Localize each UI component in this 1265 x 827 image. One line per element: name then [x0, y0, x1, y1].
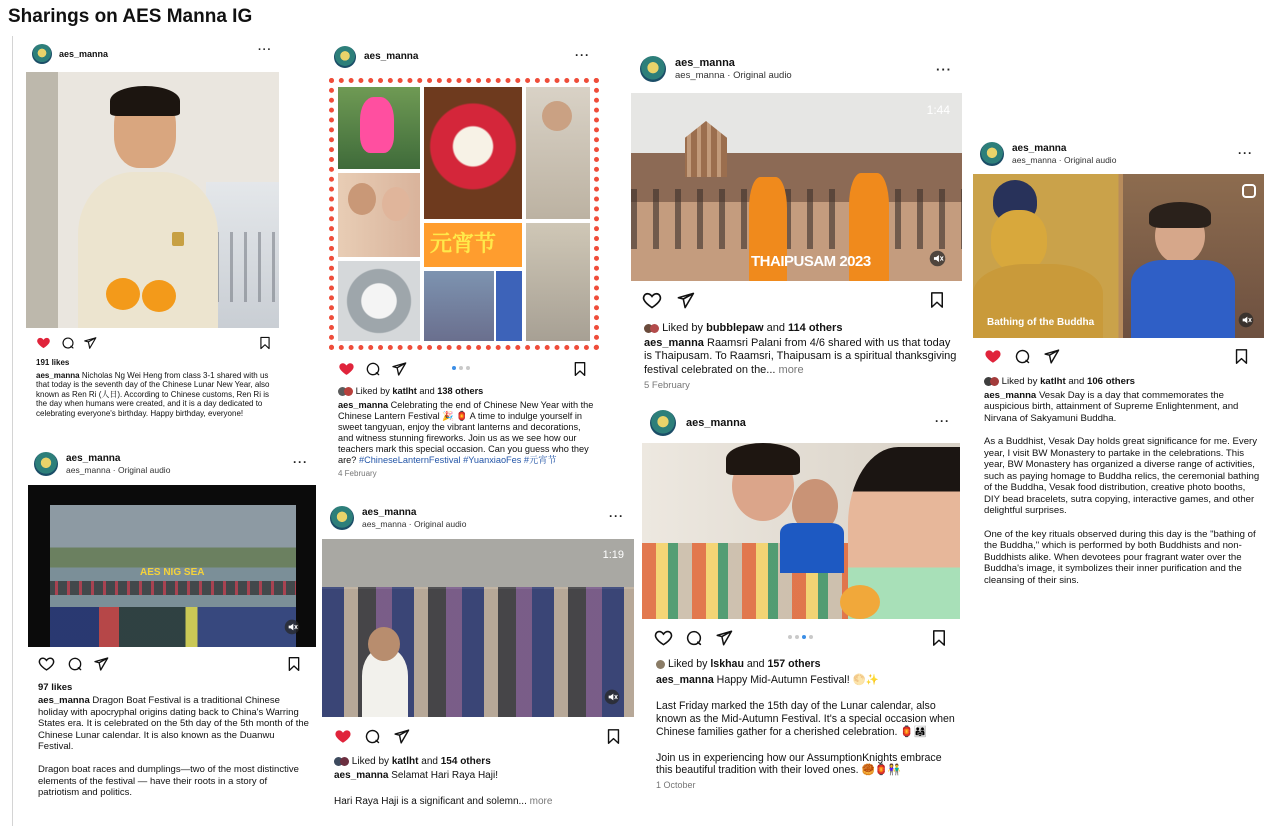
post-date: 1 October [656, 779, 696, 790]
video-player[interactable] [322, 539, 634, 717]
caption-username[interactable]: aes_manna [338, 400, 389, 411]
video-title: Bathing of the Buddha [987, 317, 1095, 328]
caption-paragraph: One of the key rituals observed during this day is the "bathing of the Buddha," which is performed by both Buddhists and non-Buddhists alike. When devotees pour fragrant water over the Buddha's image, it symbolizes their inner purification and the cleansing of their sins. [984, 528, 1256, 586]
post-hari-raya-haji [320, 499, 636, 825]
comment-icon[interactable] [685, 629, 703, 647]
liked-by-others[interactable]: 157 others [767, 658, 821, 670]
comment-icon[interactable] [67, 656, 83, 672]
post-thaipusam [630, 52, 964, 402]
post-dragon-boat [26, 449, 318, 821]
likes-count[interactable]: 191 likes [36, 358, 70, 367]
caption-username[interactable]: aes_manna [644, 337, 704, 350]
avatar[interactable] [980, 142, 1004, 166]
post-text [338, 386, 594, 479]
liked-by-user[interactable]: katlht [1040, 376, 1066, 387]
mute-icon[interactable] [929, 250, 946, 267]
caption: Nicholas Ng Wei Heng from class 3-1 shared with us that today is the seventh day of the Chinese Lunar New Year, also known as Ren Ri (人日). According to Chinese customs, Ren Ri is the day when humans were created, and it is a day dedicated to celebrating everyone's birthday. Happy birthday, everyone! [36, 370, 270, 418]
more-icon[interactable]: ··· [575, 48, 590, 62]
username[interactable]: aes_manna [362, 507, 417, 519]
avatar[interactable] [640, 56, 666, 82]
heart-icon[interactable] [338, 360, 355, 377]
heart-icon[interactable] [36, 335, 51, 350]
username[interactable]: aes_manna [59, 48, 109, 59]
post-header [330, 506, 466, 530]
post-photo [26, 72, 279, 328]
caption-username[interactable]: aes_manna [38, 695, 90, 707]
bookmark-icon[interactable] [928, 291, 946, 309]
action-bar [984, 347, 1250, 365]
liked-by-others[interactable]: 106 others [1087, 376, 1136, 387]
bookmark-icon[interactable] [605, 728, 622, 745]
hashtags[interactable]: #ChineseLanternFestival #YuanxiaoFes #元宵节 [358, 455, 557, 466]
audio-subtitle[interactable]: aes_manna · Original audio [66, 464, 171, 475]
caption-paragraph: Hari Raya Haji is a significant and solemn... [334, 796, 527, 807]
liked-by-user[interactable]: katlht [391, 756, 419, 767]
mute-icon[interactable] [284, 619, 300, 635]
post-text [36, 358, 272, 419]
liked-by-user[interactable]: lskhau [710, 658, 744, 670]
video-title: THAIPUSAM 2023 [751, 253, 871, 270]
liked-by-and: and [418, 756, 441, 767]
video-player[interactable] [631, 93, 962, 281]
video-player[interactable] [28, 485, 316, 647]
bookmark-icon[interactable] [258, 336, 272, 350]
more-icon[interactable]: ··· [258, 44, 272, 56]
post-vesak-day [972, 138, 1265, 638]
more-icon[interactable]: ··· [1238, 146, 1253, 160]
more-icon[interactable]: ··· [293, 455, 308, 469]
post-photo [642, 443, 960, 619]
overlay-text: 元宵节 [430, 232, 497, 257]
username[interactable]: aes_manna [1012, 143, 1067, 155]
caption-paragraph: Dragon boat races and dumplings—two of the most distinctive elements of the festival — have their roots in a story of patriotism and politics. [38, 764, 299, 799]
post-text [984, 376, 1262, 586]
page-title: Sharings on AES Manna IG [8, 6, 253, 27]
carousel-dots[interactable] [452, 366, 470, 370]
caption-paragraph: As a Buddhist, Vesak Day holds great significance for me. Every year, I visit BW Monastery to partake in the celebrations. This year, BW Monastery has organized a diverse range of activities, such as paying homage to Buddha relics, the ceremonial bathing of the Buddha, Vesak food distribution, creative photo booths, DIY bead bracelets, sutra copying, interactive games, and other delightful surprises. [984, 436, 1260, 516]
action-bar [38, 655, 302, 672]
post-text [38, 682, 310, 799]
liked-by-others[interactable]: 138 others [437, 386, 484, 396]
post-header [650, 410, 746, 436]
comment-icon[interactable] [1014, 348, 1031, 365]
liked-by-and: and [743, 658, 768, 670]
more-link[interactable]: more [778, 363, 804, 376]
more-icon[interactable]: ··· [609, 509, 624, 523]
post-header [334, 46, 418, 68]
share-icon[interactable] [83, 336, 97, 350]
liked-by-and: and [763, 322, 789, 334]
heart-icon[interactable] [334, 727, 352, 745]
avatar[interactable] [650, 410, 676, 436]
caption-paragraph: Join us in experiencing how our AssumptionKnights embrace this beautiful tradition with their loved ones. 🥮🏮👫 [656, 751, 942, 777]
share-icon[interactable] [93, 656, 109, 672]
username[interactable]: aes_manna [364, 51, 419, 63]
caption-username[interactable]: aes_manna [36, 370, 80, 380]
more-link[interactable]: more [529, 796, 553, 807]
username[interactable]: aes_manna [686, 416, 746, 429]
mute-icon[interactable] [604, 689, 620, 705]
share-icon[interactable] [393, 728, 410, 745]
heart-icon[interactable] [984, 347, 1002, 365]
comment-icon[interactable] [364, 728, 381, 745]
liked-by-and: and [1065, 376, 1088, 387]
mute-icon[interactable] [1238, 312, 1254, 328]
heart-icon[interactable] [654, 628, 673, 647]
caption-username[interactable]: aes_manna [984, 389, 1037, 401]
caption: Selamat Hari Raya Haji! [391, 770, 498, 781]
post-text [656, 658, 956, 791]
video-duration: 1:44 [926, 103, 950, 117]
caption-paragraph: Last Friday marked the 15th day of the Lunar calendar, also known as the Mid-Autumn Festival. It's a special occasion when Chinese families gather for a cherished celebration. 🏮👨‍👩‍👧 [656, 700, 955, 738]
liked-by-prefix: Liked by [667, 658, 711, 670]
post-text [644, 322, 960, 391]
divider [12, 36, 13, 826]
liked-by-user[interactable]: katlht [392, 386, 417, 396]
caption: Raamsri Palani from 4/6 shared with us that today is Thaipusam. To Raamsri, Thaipusam is a spiritual thanksgiving festival celebrated on the... [644, 337, 957, 376]
post-date: 4 February [338, 469, 377, 479]
post-date: 5 February [644, 379, 690, 391]
post-text [334, 756, 624, 808]
username[interactable]: aes_manna [66, 453, 121, 465]
post-header [980, 142, 1116, 166]
share-icon[interactable] [391, 361, 407, 377]
heart-icon[interactable] [38, 655, 55, 672]
comment-icon[interactable] [61, 336, 75, 350]
carousel-dots[interactable] [788, 635, 813, 639]
more-icon[interactable]: ··· [936, 62, 952, 77]
likes-count[interactable]: 97 likes [38, 682, 73, 693]
action-bar [334, 727, 622, 745]
bookmark-icon[interactable] [286, 656, 302, 672]
liked-by-prefix: Liked by [355, 386, 393, 396]
reel-icon[interactable] [1242, 184, 1256, 198]
banner-text: AES NIG SEA [140, 567, 205, 578]
video-duration: 1:19 [602, 549, 624, 561]
liked-by-and: and [416, 386, 438, 396]
bookmark-icon[interactable] [1233, 348, 1250, 365]
post-mid-autumn [640, 406, 960, 826]
bookmark-icon[interactable] [930, 629, 948, 647]
avatar[interactable] [34, 452, 58, 476]
audio-subtitle[interactable]: aes_manna · Original audio [675, 69, 792, 81]
post-header [32, 44, 108, 64]
liked-by-user[interactable]: bubblepaw [706, 322, 764, 334]
action-bar [36, 335, 272, 350]
post-header [640, 56, 792, 82]
liked-by-prefix: Liked by [351, 756, 392, 767]
bookmark-icon[interactable] [572, 361, 588, 377]
caption: Happy Mid-Autumn Festival! 🌕✨ [716, 673, 880, 686]
audio-subtitle[interactable]: aes_manna · Original audio [362, 518, 467, 529]
caption: Celebrating the end of Chinese New Year with the Chinese Lantern Festival 🎉 🏮 A time to indulge yourself in sweet tangyuan, enjoy the vibrant lanterns and decorations, and witness stunning fireworks. Join us as we see how our teachers mark this special occasion. Can you guess who they are? [338, 400, 594, 466]
caption-username[interactable]: aes_manna [334, 770, 389, 781]
liked-by-prefix: Liked by [1001, 376, 1041, 387]
username[interactable]: aes_manna [675, 57, 735, 70]
collage-image [329, 78, 599, 350]
action-bar [642, 290, 946, 310]
video-player[interactable] [973, 174, 1264, 338]
post-ren-ri [26, 42, 282, 447]
avatar[interactable] [334, 46, 356, 68]
share-icon[interactable] [715, 629, 733, 647]
post-header [34, 452, 170, 476]
comment-icon[interactable] [365, 361, 381, 377]
liked-by-prefix: Liked by [662, 322, 707, 334]
liked-by-others[interactable]: 114 others [788, 322, 843, 334]
caption: Dragon Boat Festival is a traditional Chinese holiday with apocryphal origins dating back to China's Warring States era. It is celebrated on the 5th day of the 5th month of the Chinese Lunar calendar. It is also known as the Duanwu Festival. [38, 695, 309, 752]
post-lantern-festival [328, 42, 600, 494]
share-icon[interactable] [1043, 348, 1060, 365]
more-icon[interactable]: ··· [935, 414, 950, 428]
caption-username[interactable]: aes_manna [656, 673, 714, 686]
avatar[interactable] [330, 506, 354, 530]
caption: Vesak Day is a day that commemorates the auspicious birth, attainment of Supreme Enlightenment, and Nirvana of Sakyamuni Buddha. [984, 389, 1239, 424]
share-icon[interactable] [676, 291, 695, 310]
heart-icon[interactable] [642, 290, 662, 310]
liked-by-others[interactable]: 154 others [440, 756, 491, 767]
audio-subtitle[interactable]: aes_manna · Original audio [1012, 154, 1117, 165]
avatar[interactable] [32, 44, 52, 64]
